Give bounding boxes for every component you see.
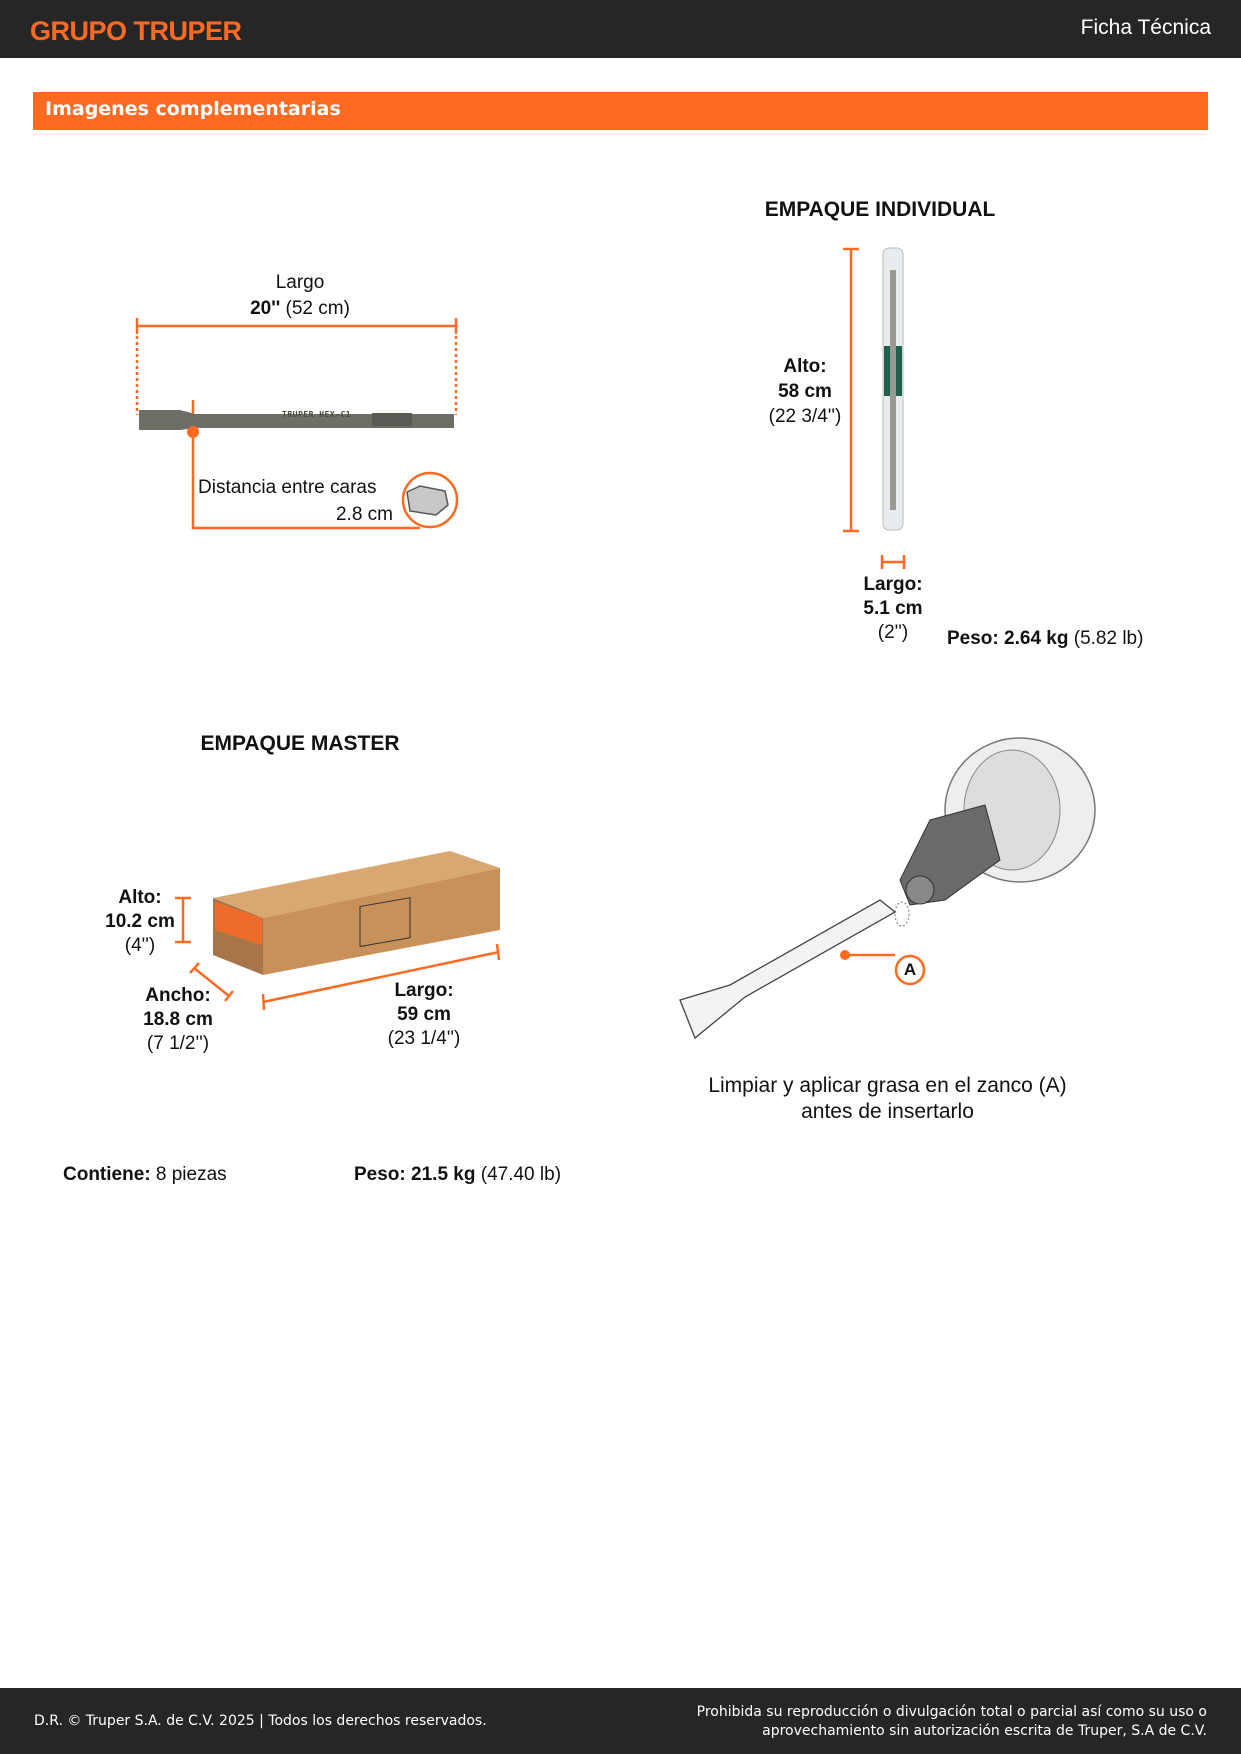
individual-pack-title: EMPAQUE INDIVIDUAL [764,198,996,221]
hexagon-icon [407,486,448,515]
master-height-cm: 10.2 cm [105,911,175,932]
master-weight: Peso: 21.5 kg (47.40 lb) [354,1164,562,1185]
product-length-in: 20'' [250,298,281,319]
master-length-in: (23 1/4'') [387,1028,461,1049]
master-width-in: (7 1/2'') [146,1033,210,1054]
individual-height-label: Alto: [783,356,827,377]
faces-value: 2.8 cm [335,504,393,525]
document-type: Ficha Técnica [1080,16,1211,39]
master-width-cm: 18.8 cm [143,1009,213,1030]
master-contains: Contiene: 8 piezas [63,1164,227,1185]
individual-height-cm: 58 cm [778,381,832,402]
master-width-label: Ancho: [145,985,211,1006]
product-length-cm: (52 cm) [285,298,350,319]
footer [0,1688,1241,1754]
instruction-line-2: antes de insertarlo [801,1100,974,1123]
hammer-illustration [680,738,1095,1038]
master-box-image [213,851,500,975]
legal-notice: Prohibida su reproducción o divulgación total o parcial así como su uso o aprovechamiento sin autorización escrita de Truper, S.A de C.V. [696,1704,1207,1739]
master-pack-title: EMPAQUE MASTER [200,732,400,755]
faces-label: Distancia entre caras [198,477,377,498]
master-length-label: Largo: [394,980,454,1001]
individual-weight: Peso: 2.64 kg (5.82 lb) [947,628,1144,649]
individual-length-in: (2'') [877,622,909,643]
master-height-in: (4'') [124,935,156,956]
product-length-label: Largo [275,272,325,293]
section-title: Imagenes complementarias [33,92,1208,130]
chisel-engraving: TRUPER HEX-C1 [282,410,352,419]
master-length-cm: 59 cm [397,1004,451,1025]
individual-length-label: Largo: [863,574,923,595]
instruction-line-1: Limpiar y aplicar grasa en el zanco (A) [708,1074,1067,1097]
individual-height-in: (22 3/4'') [768,406,842,427]
marker-a: A [903,960,917,979]
logo: GRUPO TRUPER [30,16,242,46]
individual-length-cm: 5.1 cm [863,598,923,619]
master-height-label: Alto: [118,887,162,908]
copyright: D.R. © Truper S.A. de C.V. 2025 | Todos los derechos reservados. [34,1713,487,1729]
